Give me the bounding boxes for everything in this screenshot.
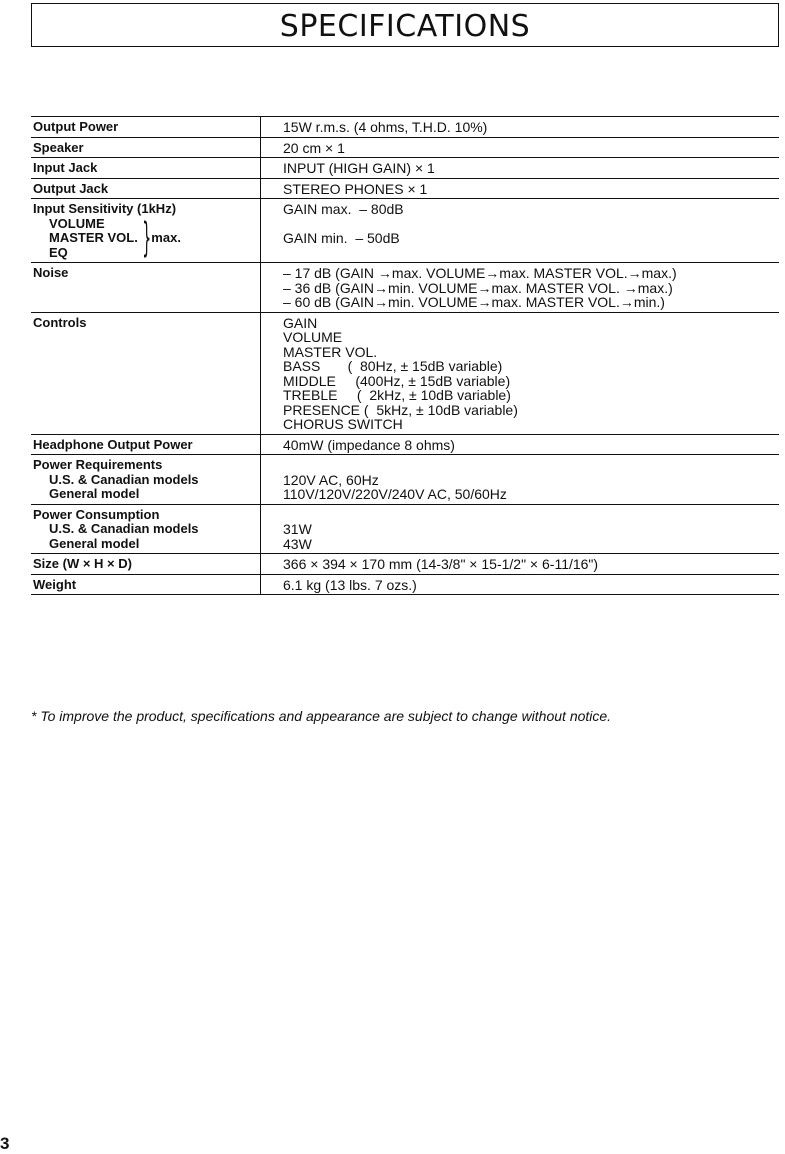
spec-label: Input Jack	[31, 158, 261, 178]
spec-value-line: TREBLE ( 2kHz, ± 10dB variable)	[283, 387, 511, 403]
sublabel-volume: VOLUME	[49, 215, 105, 231]
spec-value: STEREO PHONES × 1	[283, 180, 428, 197]
spec-value-line: 43W	[283, 535, 312, 552]
spec-value-line: CHORUS SWITCH	[283, 416, 403, 432]
spec-label: Headphone Output Power	[31, 435, 261, 455]
spec-value-line: MASTER VOL.	[283, 343, 378, 360]
spec-row-size	[31, 554, 779, 575]
sublabel-master-vol: MASTER VOL.	[49, 230, 138, 245]
spec-row-output-jack	[31, 179, 779, 200]
spec-value-line: 110V/120V/220V/240V AC, 50/60Hz	[283, 486, 507, 502]
spec-value: 20 cm × 1	[283, 139, 345, 156]
sublabel-eq: EQ	[49, 244, 68, 260]
spec-label-group	[31, 505, 261, 554]
spec-value-line: – 60 dB (GAIN→min. VOLUME→max. MASTER VOL.→min.)	[283, 294, 665, 310]
spec-value-line: – 36 dB (GAIN→min. VOLUME→max. MASTER VOL. →max.)	[283, 279, 673, 296]
spec-value-line	[283, 217, 779, 232]
spec-value-group	[261, 263, 779, 312]
spec-label: Noise	[31, 263, 261, 312]
spec-value-spacer	[283, 246, 779, 261]
spec-row-power-consumption	[31, 505, 779, 555]
spec-value: 40mW (impedance 8 ohms)	[283, 436, 455, 453]
spec-label-group	[31, 455, 261, 504]
spec-value-line: 31W	[283, 521, 312, 537]
spec-row-weight	[31, 575, 779, 596]
spec-value-line: – 17 dB (GAIN →max. VOLUME→max. MASTER VOL.→max.)	[283, 265, 677, 281]
spec-row-headphone-output	[31, 435, 779, 456]
sensitivity-max-label: max.	[151, 230, 181, 245]
spec-row-power-requirements	[31, 455, 779, 505]
spec-label: Weight	[31, 575, 261, 595]
sublabel-us-canadian: U.S. & Canadian models	[49, 521, 199, 536]
sublabel-general: General model	[49, 486, 140, 501]
sensitivity-sublabels	[33, 217, 138, 261]
sublabel-general: General model	[49, 535, 140, 551]
spec-value-line: PRESENCE ( 5kHz, ± 10dB variable)	[283, 401, 518, 418]
spec-value-group	[261, 505, 779, 554]
spec-row-input-jack	[31, 158, 779, 179]
page-number: 3	[0, 1134, 10, 1153]
spec-label: Power Consumption	[33, 506, 160, 522]
spec-value-line: GAIN	[283, 314, 318, 331]
spec-value-group	[261, 313, 779, 434]
spec-label: Output Power	[31, 117, 261, 137]
disclaimer-note: * To improve the product, specifications and appearance are subject to change without notice.	[31, 708, 612, 724]
spec-value-line: BASS ( 80Hz, ± 15dB variable)	[283, 358, 503, 374]
spec-row-output-power	[31, 117, 779, 138]
spec-label: Output Jack	[31, 179, 261, 199]
sensitivity-sub-group	[33, 217, 260, 261]
spec-value: 6.1 kg (13 lbs. 7 ozs.)	[283, 576, 417, 593]
spec-label: Speaker	[31, 138, 261, 158]
spec-label: Input Sensitivity (1kHz)	[33, 201, 177, 216]
spec-value-line: GAIN max. – 80dB	[283, 201, 404, 217]
spec-value-group	[261, 455, 779, 504]
spec-label: Controls	[31, 313, 261, 434]
spec-value: 15W r.m.s. (4 ohms, T.H.D. 10%)	[283, 119, 488, 135]
spec-value: 366 × 394 × 170 mm (14-3/8" × 15-1/2" × 6-11/16")	[283, 556, 599, 572]
spec-row-speaker	[31, 138, 779, 159]
spec-value: INPUT (HIGH GAIN) × 1	[283, 160, 435, 176]
spec-value-line: MIDDLE (400Hz, ± 15dB variable)	[283, 372, 511, 389]
spec-row-controls	[31, 313, 779, 435]
sublabel-us-canadian: U.S. & Canadian models	[49, 471, 199, 487]
spec-label: Power Requirements	[33, 457, 163, 472]
right-brace-icon: }	[142, 215, 152, 262]
spec-value-line: VOLUME	[283, 329, 343, 345]
spec-label: Size (W × H × D)	[31, 554, 261, 574]
spec-label-group	[31, 199, 261, 262]
spec-value-spacer	[283, 508, 779, 523]
spec-row-input-sensitivity	[31, 199, 779, 263]
spec-row-noise	[31, 263, 779, 313]
spec-table	[31, 116, 779, 595]
spec-value-group	[261, 199, 779, 262]
title-box	[31, 3, 779, 47]
spec-value-spacer	[283, 458, 779, 473]
spec-value-line: GAIN min. – 50dB	[283, 230, 400, 246]
spec-value-line: 120V AC, 60Hz	[283, 471, 379, 488]
page-title: SPECIFICATIONS	[279, 9, 531, 44]
